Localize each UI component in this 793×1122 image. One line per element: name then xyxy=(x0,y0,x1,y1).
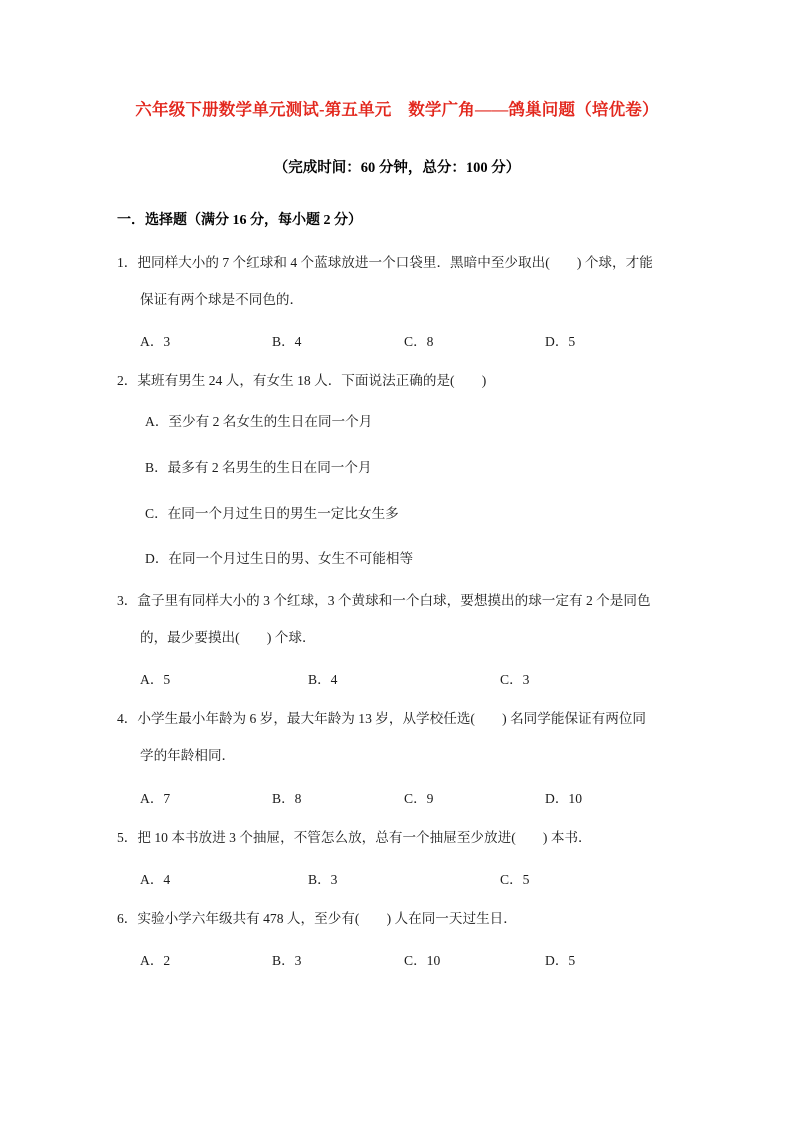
option-B[interactable] xyxy=(272,787,301,807)
question-stem: 5．把 10 本书放进 3 个抽屉，不管怎么放，总有一个抽屉至少放进( ) 本书． xyxy=(117,829,592,845)
option-letter: C． xyxy=(145,505,168,521)
option-text: 在同一个月过生日的男、女生不可能相等 xyxy=(168,551,414,567)
option-A[interactable] xyxy=(140,787,170,807)
option-letter: B． xyxy=(308,672,331,688)
option-text: 至少有 2 名女生的生日在同一个月 xyxy=(168,414,373,430)
option-letter: C． xyxy=(404,334,427,350)
option-letter: A． xyxy=(145,414,169,430)
options-row xyxy=(117,330,682,349)
option-letter: A． xyxy=(140,790,164,806)
option-letter: A． xyxy=(140,334,164,350)
option-letter: C． xyxy=(404,790,427,806)
page-title: 六年级下册数学单元测试-第五单元 数学广角——鸽巢问题（培优卷） xyxy=(135,100,659,119)
question-stem: 1．把同样大小的 7 个红球和 4 个蓝球放进一个口袋里．黑暗中至少取出( ) 个球，才能 xyxy=(117,255,653,270)
option-text: 5 xyxy=(522,871,530,887)
option-letter: D． xyxy=(545,334,569,350)
option-text: 3 xyxy=(294,952,302,968)
option-text: 3 xyxy=(330,871,338,887)
option-text: 8 xyxy=(426,334,434,350)
question-stem: 3．盒子里有同样大小的 3 个红球，3 个黄球和一个白球，要想摸出的球一定有 2 个是同色 xyxy=(117,593,651,609)
question-4 xyxy=(112,709,682,805)
option-text: 7 xyxy=(163,790,171,806)
option-text: 4 xyxy=(330,672,338,688)
option-D[interactable] xyxy=(545,949,575,969)
option-B[interactable] xyxy=(272,330,301,350)
question-stem: 6．实验小学六年级共有 478 人，至少有( ) 人在同一天过生日． xyxy=(117,910,517,926)
options-row xyxy=(117,668,682,687)
option-text: 8 xyxy=(294,790,302,806)
option-text: 2 xyxy=(163,952,171,968)
option-B[interactable] xyxy=(122,458,682,478)
option-A[interactable] xyxy=(140,330,170,350)
option-C[interactable] xyxy=(404,787,433,807)
option-D[interactable] xyxy=(545,787,582,807)
question-3 xyxy=(112,591,682,687)
sections-root xyxy=(112,212,682,968)
question-stem-continuation: 的，最少要摸出( ) 个球． xyxy=(140,630,316,646)
option-letter: A． xyxy=(140,672,164,688)
option-letter: A． xyxy=(140,871,164,887)
option-text: 9 xyxy=(426,790,434,806)
option-text: 4 xyxy=(163,871,171,887)
option-C[interactable] xyxy=(404,949,440,969)
option-text: 3 xyxy=(163,334,171,350)
option-text: 在同一个月过生日的男生一定比女生多 xyxy=(167,505,399,521)
options-row xyxy=(117,787,682,806)
question-stem: 2．某班有男生 24 人，有女生 18 人．下面说法正确的是( ) xyxy=(117,373,487,389)
option-letter: D． xyxy=(545,952,569,968)
option-text: 3 xyxy=(522,672,530,688)
option-letter: B． xyxy=(308,871,331,887)
exam-info-subtitle: （完成时间：60 分钟，总分：100 分） xyxy=(273,160,521,177)
question-stem-continuation: 保证有两个球是不同色的． xyxy=(140,292,304,308)
option-text: 最多有 2 名男生的生日在同一个月 xyxy=(167,460,372,476)
option-letter: D． xyxy=(545,790,569,806)
option-B[interactable] xyxy=(308,668,337,688)
option-A[interactable] xyxy=(140,668,170,688)
option-text: 5 xyxy=(163,672,171,688)
option-text: 5 xyxy=(568,952,576,968)
option-letter: D． xyxy=(145,551,169,567)
option-letter: B． xyxy=(272,952,295,968)
option-letter: A． xyxy=(140,952,164,968)
section-header: 一．选择题（满分 16 分，每小题 2 分） xyxy=(117,213,362,229)
option-letter: C． xyxy=(500,871,523,887)
option-A[interactable] xyxy=(140,949,170,969)
option-B[interactable] xyxy=(272,949,301,969)
options-row xyxy=(117,949,682,968)
option-text: 10 xyxy=(426,952,441,968)
option-C[interactable] xyxy=(500,668,529,688)
options-row xyxy=(117,868,682,887)
option-letter: C． xyxy=(500,672,523,688)
option-C[interactable] xyxy=(404,330,433,350)
option-D[interactable] xyxy=(122,549,682,569)
option-B[interactable] xyxy=(308,868,337,888)
option-A[interactable] xyxy=(140,868,170,888)
question-stem-continuation: 学的年龄相同． xyxy=(140,748,236,764)
option-C[interactable] xyxy=(122,504,682,524)
title-block xyxy=(112,99,682,121)
option-letter: B． xyxy=(272,334,295,350)
option-text: 4 xyxy=(294,334,302,350)
option-A[interactable] xyxy=(122,412,682,432)
options-stack xyxy=(117,412,682,569)
option-D[interactable] xyxy=(545,330,575,350)
document-content xyxy=(112,90,682,968)
question-stem: 4．小学生最小年龄为 6 岁，最大年龄为 13 岁，从学校任选( ) 名同学能保证有两位同 xyxy=(117,711,647,727)
subtitle-block xyxy=(112,159,682,178)
option-letter: C． xyxy=(404,952,427,968)
option-text: 10 xyxy=(568,790,583,806)
option-text: 5 xyxy=(568,334,576,350)
question-5 xyxy=(112,828,682,887)
option-letter: B． xyxy=(272,790,295,806)
question-1 xyxy=(112,253,682,349)
option-C[interactable] xyxy=(500,868,529,888)
question-6 xyxy=(112,909,682,968)
option-letter: B． xyxy=(145,460,168,476)
question-2 xyxy=(112,371,682,569)
